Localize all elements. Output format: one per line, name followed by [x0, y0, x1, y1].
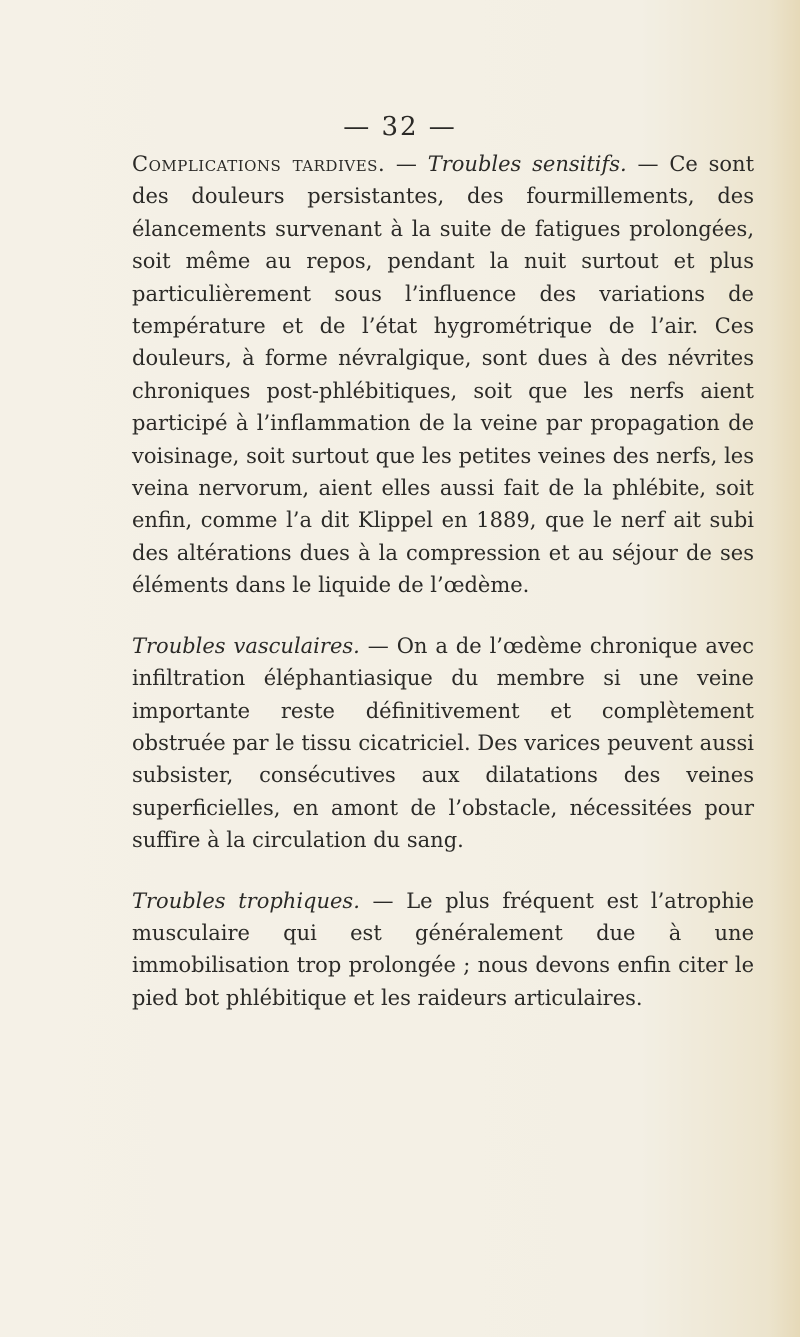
paragraph-body: On a de l’œdème chronique avec infiltration éléphantiasique du membre si une veine importante reste définitivement et complètement obstruée par le tissu cicatriciel. Des varices peuvent aussi subsister, consécutives aux dilatations des veines superficielles, en amont de l’obstacle, nécessitées pour suffire à la circulation du sang. — [132, 633, 754, 853]
paragraph-troubles-vasculaires — [132, 630, 754, 857]
paragraph-body: Ce sont des douleurs persistantes, des fourmillements, des élancements survenant à la suite de fatigues prolongées, soit même au repos, pendant la nuit surtout et plus particulièrement sous l’influence des variations de température et de l’état hygrométrique de l’air. Ces douleurs, à forme névralgique, sont dues à des névrites chroniques post-phlébitiques, soit que les nerfs aient participé à l’inflammation de la veine par propagation de voisinage, soit surtout que les petites veines des nerfs, les veina nervorum, aient elles aussi fait de la phlébite, soit enfin, comme l’a dit Klippel en 1889, que le nerf ait subi des altérations dues à la compression et au séjour de ses éléments dans le liquide de l’œdème. — [132, 152, 755, 598]
body-text — [132, 148, 754, 1014]
paragraph-body: Le plus fréquent est l’atrophie musculaire qui est généralement due à une immobilisation trop prolongée ; nous devons enfin citer le pied bot phlébitique et les raideurs articulaires. — [132, 888, 755, 1010]
dash-separator: — — [359, 888, 407, 913]
subsection-heading: Troubles sensitifs. — [427, 152, 627, 176]
paragraph-troubles-sensitifs — [132, 148, 754, 602]
paragraph-troubles-trophiques — [132, 885, 754, 1015]
dash-separator: — — [626, 152, 670, 176]
dash-separator: — — [359, 633, 397, 658]
dash-separator: — — [385, 152, 428, 176]
subsection-heading: Troubles trophiques. — [132, 888, 360, 913]
subsection-heading: Troubles vasculaires. — [132, 633, 360, 658]
section-heading: Complications tardives. — [132, 152, 386, 176]
page-number: — 32 — — [343, 112, 457, 142]
